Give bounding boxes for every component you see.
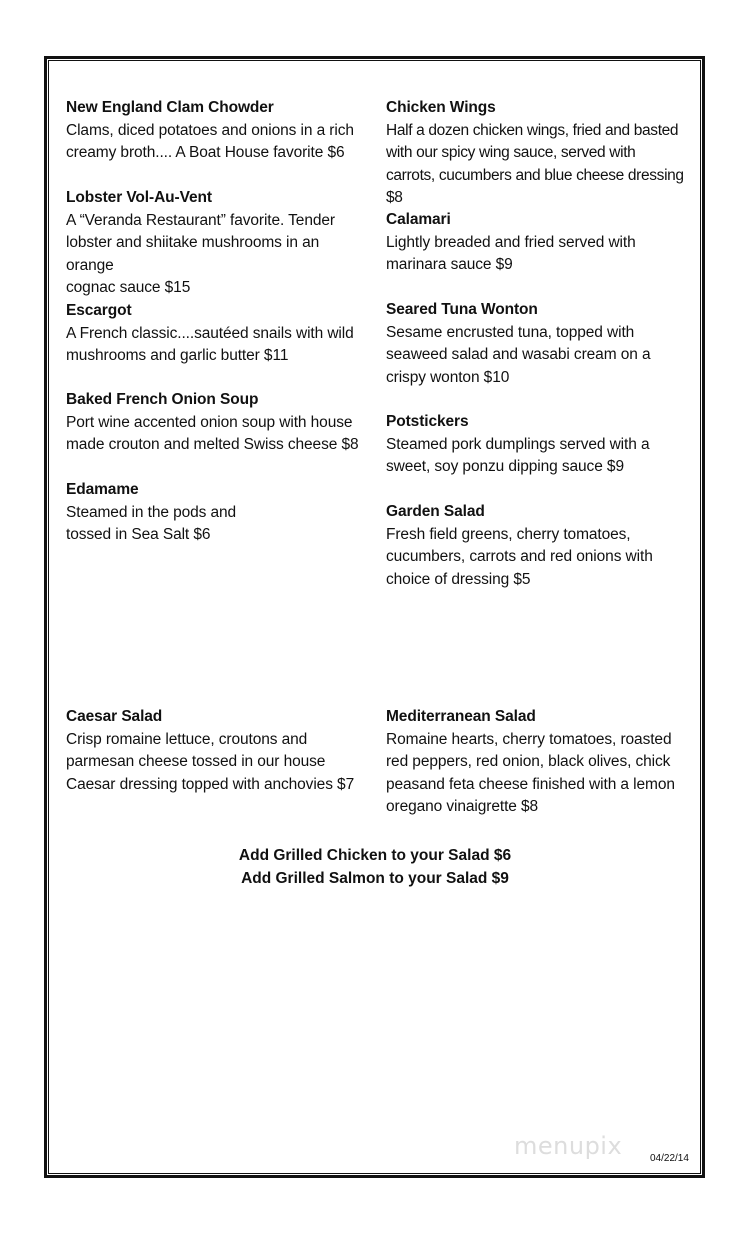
menu-item: [66, 187, 366, 300]
addon-chicken: Add Grilled Chicken to your Salad $6: [238, 847, 512, 864]
menu-date: 04/22/14: [650, 1153, 689, 1164]
item-name: Potstickers: [386, 413, 469, 430]
item-description: Sesame encrusted tuna, topped with seaweed salad and wasabi cream on a crispy wonton $10: [386, 323, 651, 386]
item-name: Baked French Onion Soup: [66, 391, 259, 408]
menu-item: [66, 300, 366, 368]
item-description: Steamed in the pods and tossed in Sea Salt $6: [66, 503, 237, 543]
salad-addons: [0, 845, 750, 890]
menu-item: [386, 501, 696, 591]
item-name: Edamame: [66, 481, 139, 498]
menu-item: [386, 706, 696, 819]
item-name: Mediterranean Salad: [386, 708, 536, 725]
item-name: Calamari: [386, 211, 451, 228]
item-description: Half a dozen chicken wings, fried and basted with our spicy wing sauce, served with carrots, cucumbers and blue cheese dressing $8: [386, 121, 684, 206]
menu-item: [66, 97, 366, 165]
item-name: Garden Salad: [386, 503, 485, 520]
item-name: Seared Tuna Wonton: [386, 301, 538, 318]
item-description: Steamed pork dumplings served with a sweet, soy ponzu dipping sauce $9: [386, 435, 650, 475]
addon-salmon: Add Grilled Salmon to your Salad $9: [241, 869, 509, 887]
item-description: A “Veranda Restaurant” favorite. Tender lobster and shiitake mushrooms in an orange cognac sauce $15: [66, 211, 335, 296]
menu-item: [386, 97, 696, 210]
menu-item: [386, 411, 696, 479]
item-description: Fresh field greens, cherry tomatoes, cucumbers, carrots and red onions with choice of dressing $5: [386, 525, 653, 588]
item-description: Lightly breaded and fried served with marinara sauce $9: [386, 233, 636, 273]
item-description: Clams, diced potatoes and onions in a rich creamy broth.... A Boat House favorite $6: [66, 121, 354, 161]
menu-item: [66, 479, 366, 547]
item-name: Escargot: [66, 302, 132, 319]
item-name: Lobster Vol-Au-Vent: [66, 189, 212, 206]
item-description: Romaine hearts, cherry tomatoes, roasted red peppers, red onion, black olives, chick peasand feta cheese finished with a lemon oregano vinaigrette $8: [386, 730, 675, 815]
item-description: A French classic....sautéed snails with wild mushrooms and garlic butter $11: [66, 324, 354, 364]
menupix-watermark: menupix: [514, 1132, 623, 1160]
menu-item: [66, 389, 366, 457]
menu-item: [386, 299, 696, 389]
item-name: Caesar Salad: [66, 708, 163, 725]
item-description: Crisp romaine lettuce, croutons and parmesan cheese tossed in our house Caesar dressing topped with anchovies $7: [66, 730, 355, 793]
menu-item: [66, 706, 366, 796]
item-description: Port wine accented onion soup with house made crouton and melted Swiss cheese $8: [66, 413, 359, 453]
item-name: New England Clam Chowder: [66, 99, 274, 116]
item-name: Chicken Wings: [386, 99, 496, 116]
menu-item: [386, 209, 696, 277]
